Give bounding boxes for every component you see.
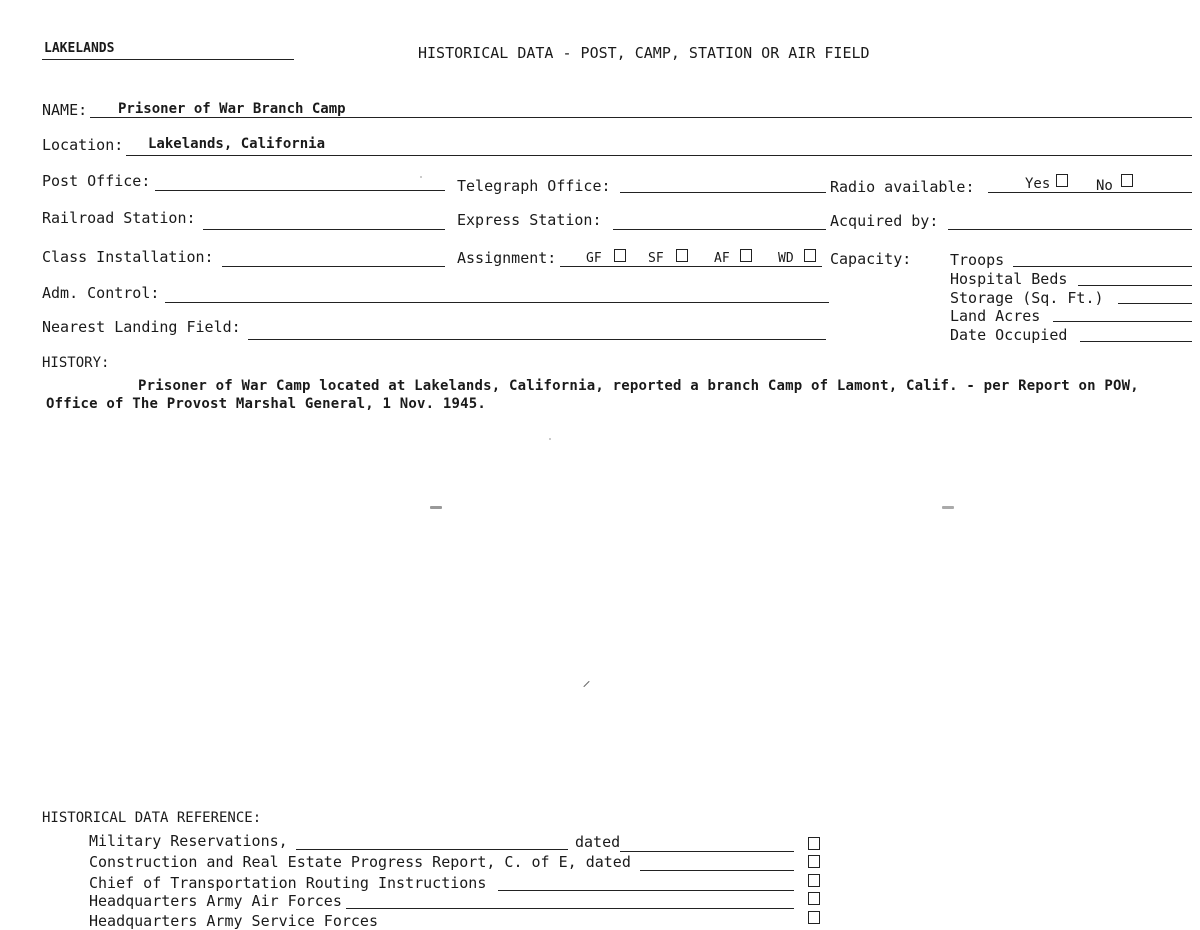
acquired-label: Acquired by: <box>830 212 939 230</box>
radio-no-label: No <box>1096 178 1113 194</box>
name-line <box>90 117 1192 118</box>
ref-transportation-line <box>498 890 794 891</box>
capacity-land-label: Land Acres <box>950 307 1041 325</box>
assign-af-label: AF <box>714 251 730 266</box>
assign-wd-label: WD <box>778 251 794 266</box>
express-label: Express Station: <box>457 211 602 229</box>
scan-speck <box>420 176 422 178</box>
class-installation-label: Class Installation: <box>42 248 214 266</box>
ref-construction-checkbox[interactable] <box>808 855 820 868</box>
ref-military-dated-line <box>620 851 794 852</box>
scan-speck <box>942 506 954 509</box>
adm-control-label: Adm. Control: <box>42 284 160 302</box>
acquired-line <box>948 229 1192 230</box>
scan-speck <box>549 438 551 440</box>
location-label: Location: <box>42 136 124 154</box>
assign-gf-label: GF <box>586 251 602 266</box>
document-tab-label: LAKELANDS <box>44 41 115 56</box>
history-line-2: Office of The Provost Marshal General, 1 Nov. 1945. <box>46 396 487 412</box>
railroad-line <box>203 229 445 230</box>
capacity-troops-label: Troops <box>950 251 1005 269</box>
ref-air-forces-label: Headquarters Army Air Forces <box>89 892 342 910</box>
land-line <box>1053 321 1192 322</box>
location-value: Lakelands, California <box>148 136 326 152</box>
express-line <box>613 229 826 230</box>
radio-no-checkbox[interactable] <box>1121 174 1133 187</box>
radio-yes-label: Yes <box>1025 176 1051 192</box>
landing-field-label: Nearest Landing Field: <box>42 318 241 336</box>
tab-underline <box>42 59 294 60</box>
capacity-storage-label: Storage (Sq. Ft.) <box>950 289 1104 307</box>
scan-speck <box>430 506 442 509</box>
date-occupied-line <box>1080 341 1192 342</box>
ref-service-forces-checkbox[interactable] <box>808 911 820 924</box>
telegraph-label: Telegraph Office: <box>457 177 611 195</box>
page-title: HISTORICAL DATA - POST, CAMP, STATION OR AIR FIELD <box>418 44 870 62</box>
class-installation-line <box>222 266 445 267</box>
assignment-label: Assignment: <box>457 249 557 267</box>
ref-air-forces-line <box>346 908 794 909</box>
railroad-label: Railroad Station: <box>42 209 196 227</box>
telegraph-line <box>620 192 826 193</box>
assign-gf-checkbox[interactable] <box>614 249 626 262</box>
history-label: HISTORY: <box>42 355 110 371</box>
ref-air-forces-checkbox[interactable] <box>808 892 820 905</box>
name-value: Prisoner of War Branch Camp <box>118 101 346 117</box>
ref-service-forces-label: Headquarters Army Service Forces <box>89 912 378 930</box>
location-line <box>126 155 1192 156</box>
assign-wd-checkbox[interactable] <box>804 249 816 262</box>
ref-military-label: Military Reservations, <box>89 832 288 850</box>
capacity-hospital-label: Hospital Beds <box>950 270 1068 288</box>
post-office-line <box>155 190 445 191</box>
assign-sf-label: SF <box>648 251 664 266</box>
radio-label: Radio available: <box>830 178 975 196</box>
reference-label: HISTORICAL DATA REFERENCE: <box>42 810 262 826</box>
troops-line <box>1013 266 1192 267</box>
post-office-label: Post Office: <box>42 172 151 190</box>
assign-af-checkbox[interactable] <box>740 249 752 262</box>
adm-control-line <box>165 302 829 303</box>
ref-military-dated: dated <box>575 833 621 851</box>
history-line-1: Prisoner of War Camp located at Lakelands, California, reported a branch Camp of Lamont, Calif. - per Report on POW, <box>138 378 1139 394</box>
ref-military-line <box>296 849 568 850</box>
ref-transportation-checkbox[interactable] <box>808 874 820 887</box>
ref-construction-label: Construction and Real Estate Progress Report, C. of E, dated <box>89 853 631 871</box>
assign-sf-checkbox[interactable] <box>676 249 688 262</box>
radio-yes-checkbox[interactable] <box>1056 174 1068 187</box>
ref-transportation-label: Chief of Transportation Routing Instructions <box>89 874 487 892</box>
capacity-label: Capacity: <box>830 250 912 268</box>
assignment-line <box>560 266 822 267</box>
capacity-date-label: Date Occupied <box>950 326 1068 344</box>
storage-line <box>1118 303 1192 304</box>
ref-construction-line <box>640 870 794 871</box>
hospital-line <box>1078 285 1192 286</box>
scan-speck <box>583 681 589 687</box>
name-label: NAME: <box>42 101 88 119</box>
landing-field-line <box>248 339 826 340</box>
radio-line <box>988 192 1192 193</box>
ref-military-checkbox[interactable] <box>808 837 820 850</box>
